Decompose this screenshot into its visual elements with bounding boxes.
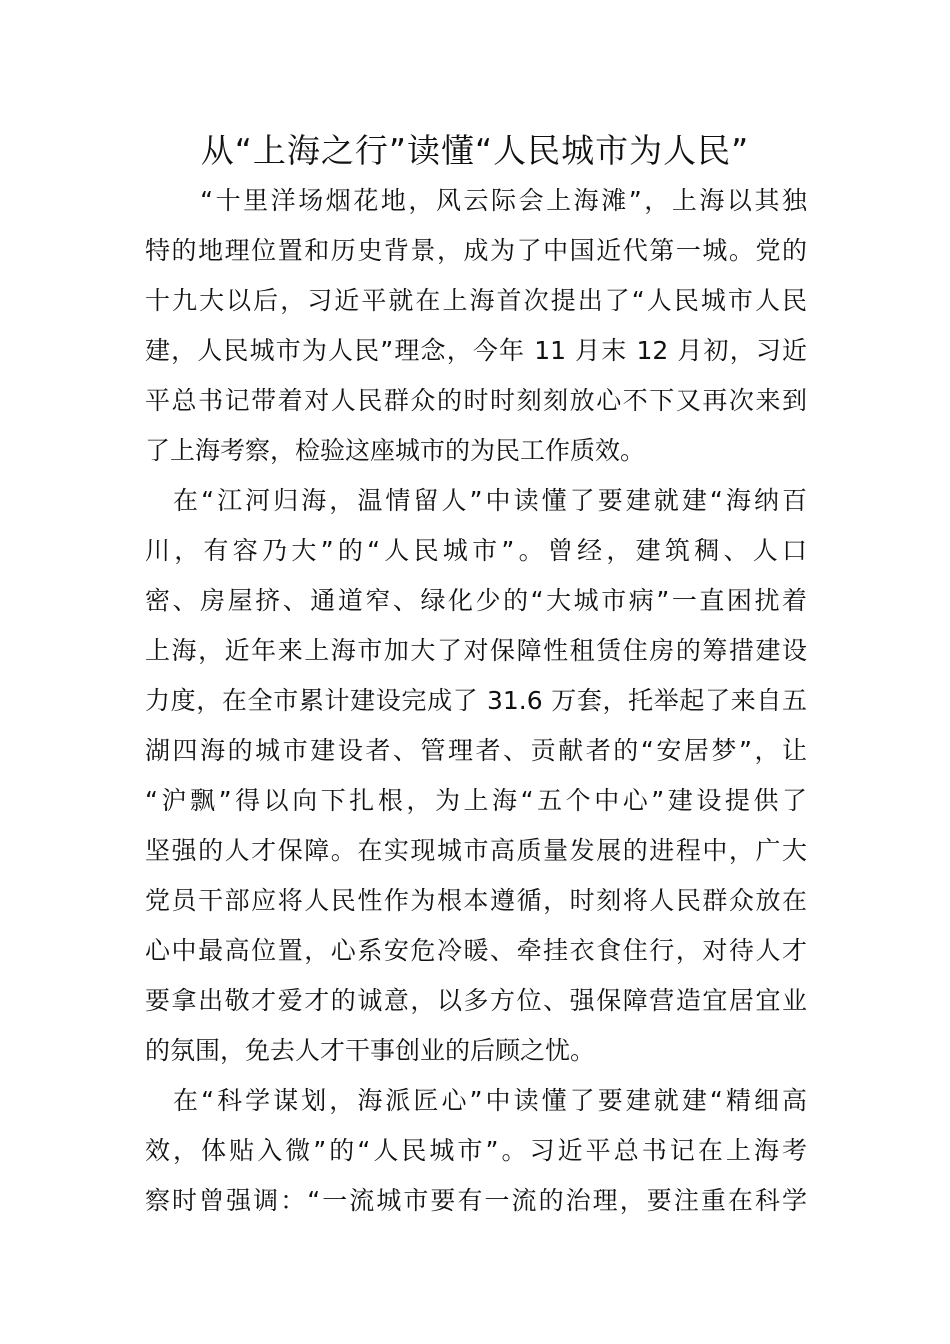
paragraph-line: 的氛围，免去人才干事创业的后顾之忧。	[145, 1036, 596, 1065]
paragraph-line: 建，人民城市为人民”理念，今年 11 月末 12 月初，习近	[145, 336, 807, 365]
paragraph-line: “沪飘”得以向下扎根，为上海“五个中心”建设提供了	[145, 786, 807, 815]
document-body	[145, 176, 807, 1226]
paragraph-line: 心中最高位置，心系安危冷暖、牵挂衣食住行，对待人才	[145, 936, 807, 965]
paragraph-line: 坚强的人才保障。在实现城市高质量发展的进程中，广大	[145, 836, 807, 865]
paragraph-line: 力度，在全市累计建设完成了 31.6 万套，托举起了来自五	[145, 686, 807, 715]
paragraph-line: 要拿出敬才爱才的诚意，以多方位、强保障营造宜居宜业	[145, 986, 807, 1015]
paragraph-line: 在“科学谋划，海派匠心”中读懂了要建就建“精细高	[145, 1086, 807, 1115]
paragraph-line: 上海，近年来上海市加大了对保障性租赁住房的筹措建设	[145, 636, 807, 665]
paragraph-line: 湖四海的城市建设者、管理者、贡献者的“安居梦”，让	[145, 736, 807, 765]
paragraph-line: 特的地理位置和历史背景，成为了中国近代第一城。党的	[145, 236, 807, 265]
document-title: 从“上海之行”读懂“人民城市为人民”	[200, 131, 750, 170]
paragraph-line: 在“江河归海，温情留人”中读懂了要建就建“海纳百	[145, 486, 807, 515]
paragraph-line: 十九大以后，习近平就在上海首次提出了“人民城市人民	[145, 286, 807, 315]
paragraph-line: 平总书记带着对人民群众的时时刻刻放心不下又再次来到	[145, 386, 807, 415]
paragraph-line: 了上海考察，检验这座城市的为民工作质效。	[145, 436, 646, 465]
paragraph-line: 川，有容乃大”的“人民城市”。曾经，建筑稠、人口	[145, 536, 807, 565]
paragraph-line: 密、房屋挤、通道窄、绿化少的“大城市病”一直困扰着	[145, 586, 807, 615]
paragraph-line: 效，体贴入微”的“人民城市”。习近平总书记在上海考	[145, 1136, 807, 1165]
paragraph-line: 察时曾强调：“一流城市要有一流的治理，要注重在科学	[145, 1186, 807, 1215]
paragraph-line: “十里洋场烟花地，风云际会上海滩”，上海以其独	[145, 186, 807, 215]
paragraph-line: 党员干部应将人民性作为根本遵循，时刻将人民群众放在	[145, 886, 807, 915]
